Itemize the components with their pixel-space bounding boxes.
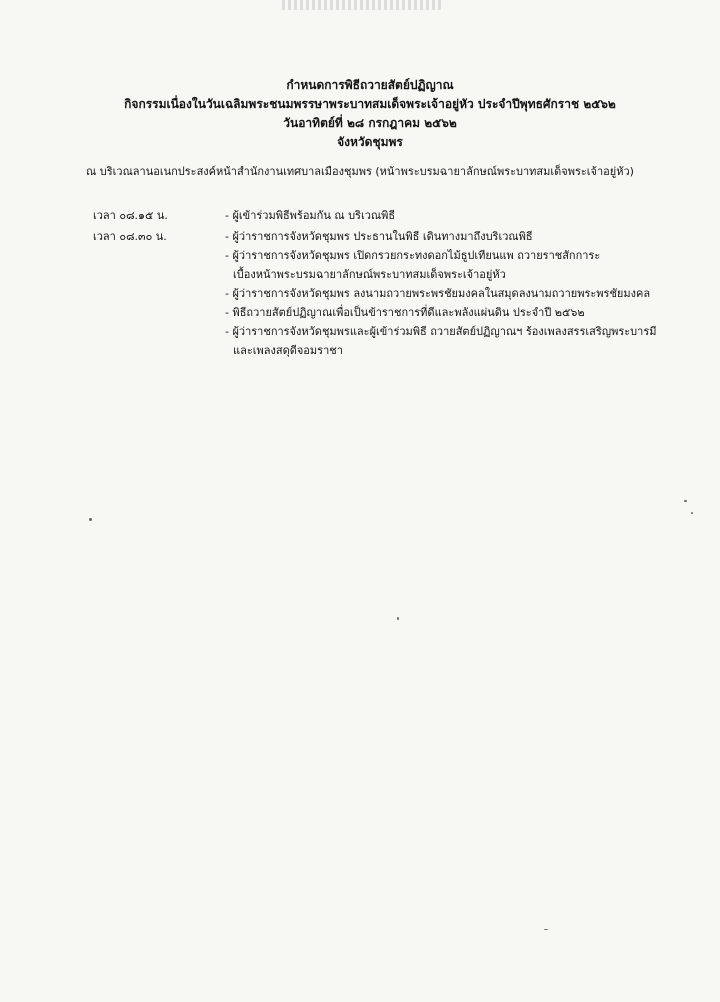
- scan-speck: [89, 518, 92, 521]
- scan-speck: [397, 617, 399, 620]
- schedule-time: เวลา ๐๘.๓๐ น.: [93, 230, 167, 243]
- schedule-item-text: - ผู้ว่าราชการจังหวัดชุมพร ประธานในพิธี เดินทางมาถึงบริเวณพิธี: [225, 230, 533, 243]
- schedule-item-text: - ผู้เข้าร่วมพิธีพร้อมกัน ณ บริเวณพิธี: [225, 209, 396, 222]
- schedule-items: [225, 227, 703, 360]
- schedule-item-text: - ผู้ว่าราชการจังหวัดชุมพร เปิดกรวยกระทงดอกไม้ธูปเทียนแพ ถวายราชสักการะ: [225, 249, 601, 262]
- schedule-item: [225, 322, 703, 360]
- schedule-items: [225, 206, 703, 225]
- schedule-item-text: - ผู้ว่าราชการจังหวัดชุมพร ลงนามถวายพระพรชัยมงคลในสมุดลงนามถวายพระพรชัยมงคล: [225, 287, 651, 300]
- scan-speck: [544, 929, 548, 930]
- schedule-row: [93, 227, 703, 360]
- schedule-item-continuation: และเพลงสดุดีจอมราชา: [233, 344, 343, 357]
- event-location: ณ บริเวณลานอเนกประสงค์หน้าสำนักงานเทศบาลเมืองชุมพร (หน้าพระบรมฉายาลักษณ์พระบาทสมเด็จพระเจ้าอยู่หัว): [86, 165, 634, 178]
- scan-smudge: [282, 0, 442, 10]
- schedule-item: [225, 206, 703, 225]
- schedule: [93, 206, 703, 362]
- event-subtitle: กิจกรรมเนื่องในวันเฉลิมพระชนมพรรษาพระบาทสมเด็จพระเจ้าอยู่หัว ประจำปีพุทธศักราช ๒๕๖๒: [124, 97, 616, 111]
- schedule-item: [225, 303, 703, 322]
- schedule-item: [225, 227, 703, 246]
- schedule-item: [225, 284, 703, 303]
- scan-speck: [684, 500, 687, 502]
- scan-speck: [691, 512, 693, 514]
- schedule-item: [225, 246, 703, 284]
- province-name: จังหวัดชุมพร: [337, 135, 403, 149]
- schedule-item-continuation: เบื้องหน้าพระบรมฉายาลักษณ์พระบาทสมเด็จพระเจ้าอยู่หัว: [233, 268, 506, 281]
- schedule-item-text: - พิธีถวายสัตย์ปฏิญาณเพื่อเป็นข้าราชการที่ดีและพลังแผ่นดิน ประจำปี ๒๕๖๒: [225, 306, 585, 319]
- document-header: [40, 76, 700, 152]
- schedule-row: [93, 206, 703, 225]
- schedule-item-text: - ผู้ว่าราชการจังหวัดชุมพรและผู้เข้าร่วมพิธี ถวายสัตย์ปฏิญาณฯ ร้องเพลงสรรเสริญพระบารมี: [225, 325, 657, 338]
- event-date: วันอาทิตย์ที่ ๒๘ กรกฎาคม ๒๕๖๒: [283, 116, 457, 130]
- document-title: กำหนดการพิธีถวายสัตย์ปฏิญาณ: [286, 78, 454, 92]
- schedule-time: เวลา ๐๘.๑๕ น.: [93, 209, 168, 222]
